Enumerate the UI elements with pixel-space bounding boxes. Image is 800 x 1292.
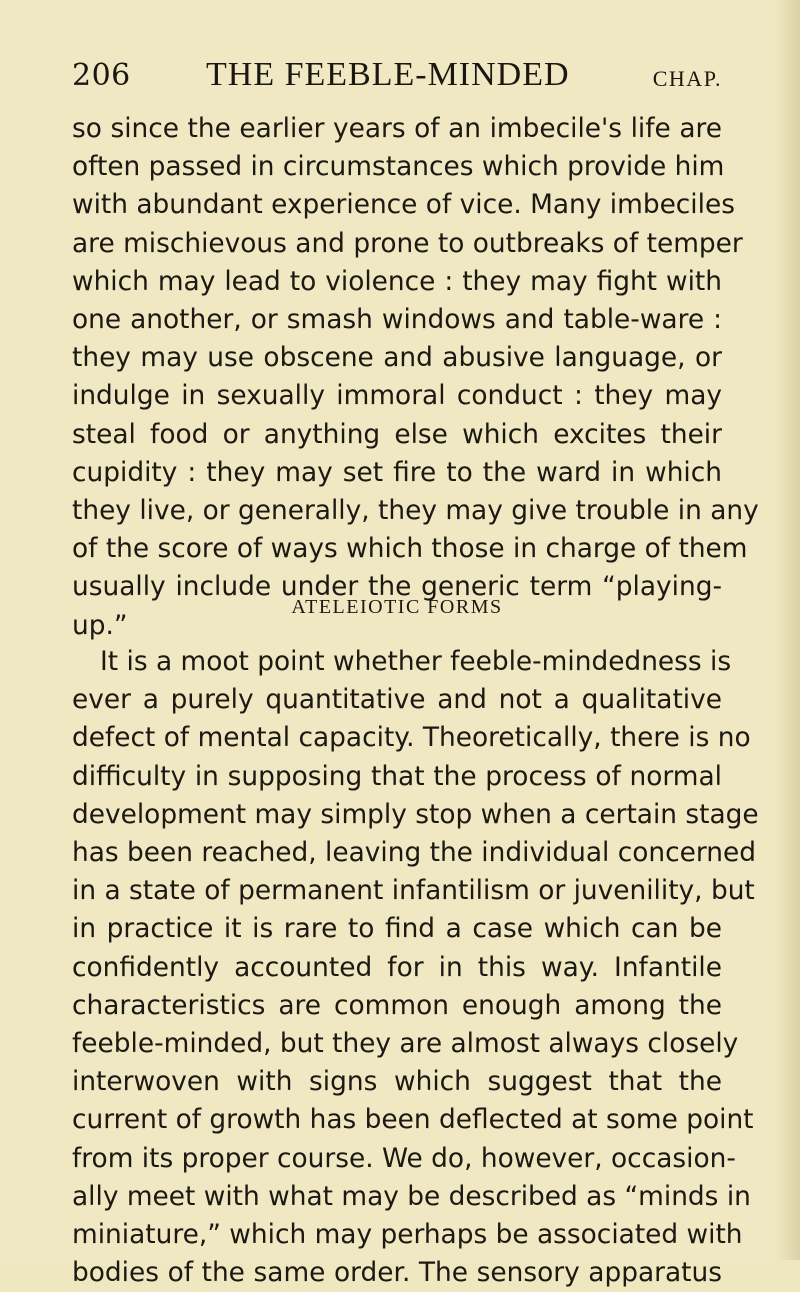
text-line: usually include under the generic term “playing- <box>72 571 722 603</box>
text-line: from its proper course. We do, however, occasion- <box>72 1142 736 1174</box>
text-line: steal food or anything else which excites their <box>72 418 722 450</box>
text-line: so since the earlier years of an imbecile's life are <box>72 113 722 144</box>
text-line: one another, or smash windows and table-ware : <box>72 304 722 336</box>
text-line: characteristics are common enough among the <box>72 989 722 1021</box>
text-line: has been reached, leaving the individual concerned <box>72 837 757 869</box>
text-line: of the score of ways which those in charge of them <box>72 533 748 565</box>
text-line: indulge in sexually immoral conduct : they may <box>72 380 722 412</box>
text-line: current of growth has been deflected at some point <box>72 1104 754 1136</box>
text-line: interwoven with signs which suggest that the <box>72 1066 722 1098</box>
chapter-label: CHAP. <box>652 66 722 91</box>
text-line: cupidity : they may set fire to the ward in which <box>72 456 722 488</box>
text-line: are mischievous and prone to outbreaks of temper <box>72 227 743 259</box>
text-line: up.” <box>72 609 128 641</box>
text-line: defect of mental capacity. Theoretically, there is no <box>72 722 751 754</box>
text-line: development may simply stop when a certain stage <box>72 798 759 830</box>
paragraph <box>72 643 759 1292</box>
page-number: 206 <box>72 58 131 93</box>
text-line: difficulty in supposing that the process of normal <box>72 760 722 792</box>
text-line: they may use obscene and abusive language, or <box>72 342 722 374</box>
text-line: in a state of permanent infantilism or juvenility, but <box>72 875 755 907</box>
text-line: bodies of the same order. The sensory apparatus <box>72 1257 722 1289</box>
text-line: miniature,” which may perhaps be associated with <box>72 1219 743 1251</box>
text-line: confidently accounted for in this way. Infantile <box>72 951 722 983</box>
paragraph-continued <box>72 110 759 645</box>
text-line: which may lead to violence : they may fight with <box>72 265 722 297</box>
text-line: It is a moot point whether feeble-mindedness is <box>100 646 732 677</box>
text-line: with abundant experience of vice. Many imbeciles <box>72 189 735 221</box>
text-line: ever a purely quantitative and not a qualitative <box>72 684 722 716</box>
text-line: often passed in circumstances which provide him <box>72 151 725 183</box>
page-header <box>72 58 722 98</box>
text-line: in practice it is rare to find a case which can be <box>72 913 722 945</box>
text-line: they live, or generally, they may give trouble in any <box>72 495 759 527</box>
running-head: THE FEEBLE-MINDED <box>206 56 570 93</box>
text-line: feeble-minded, but they are almost always closely <box>72 1028 739 1060</box>
text-line: ally meet with what may be described as “minds in <box>72 1180 751 1212</box>
section-heading: ATELEIOTIC FORMS <box>291 596 503 618</box>
